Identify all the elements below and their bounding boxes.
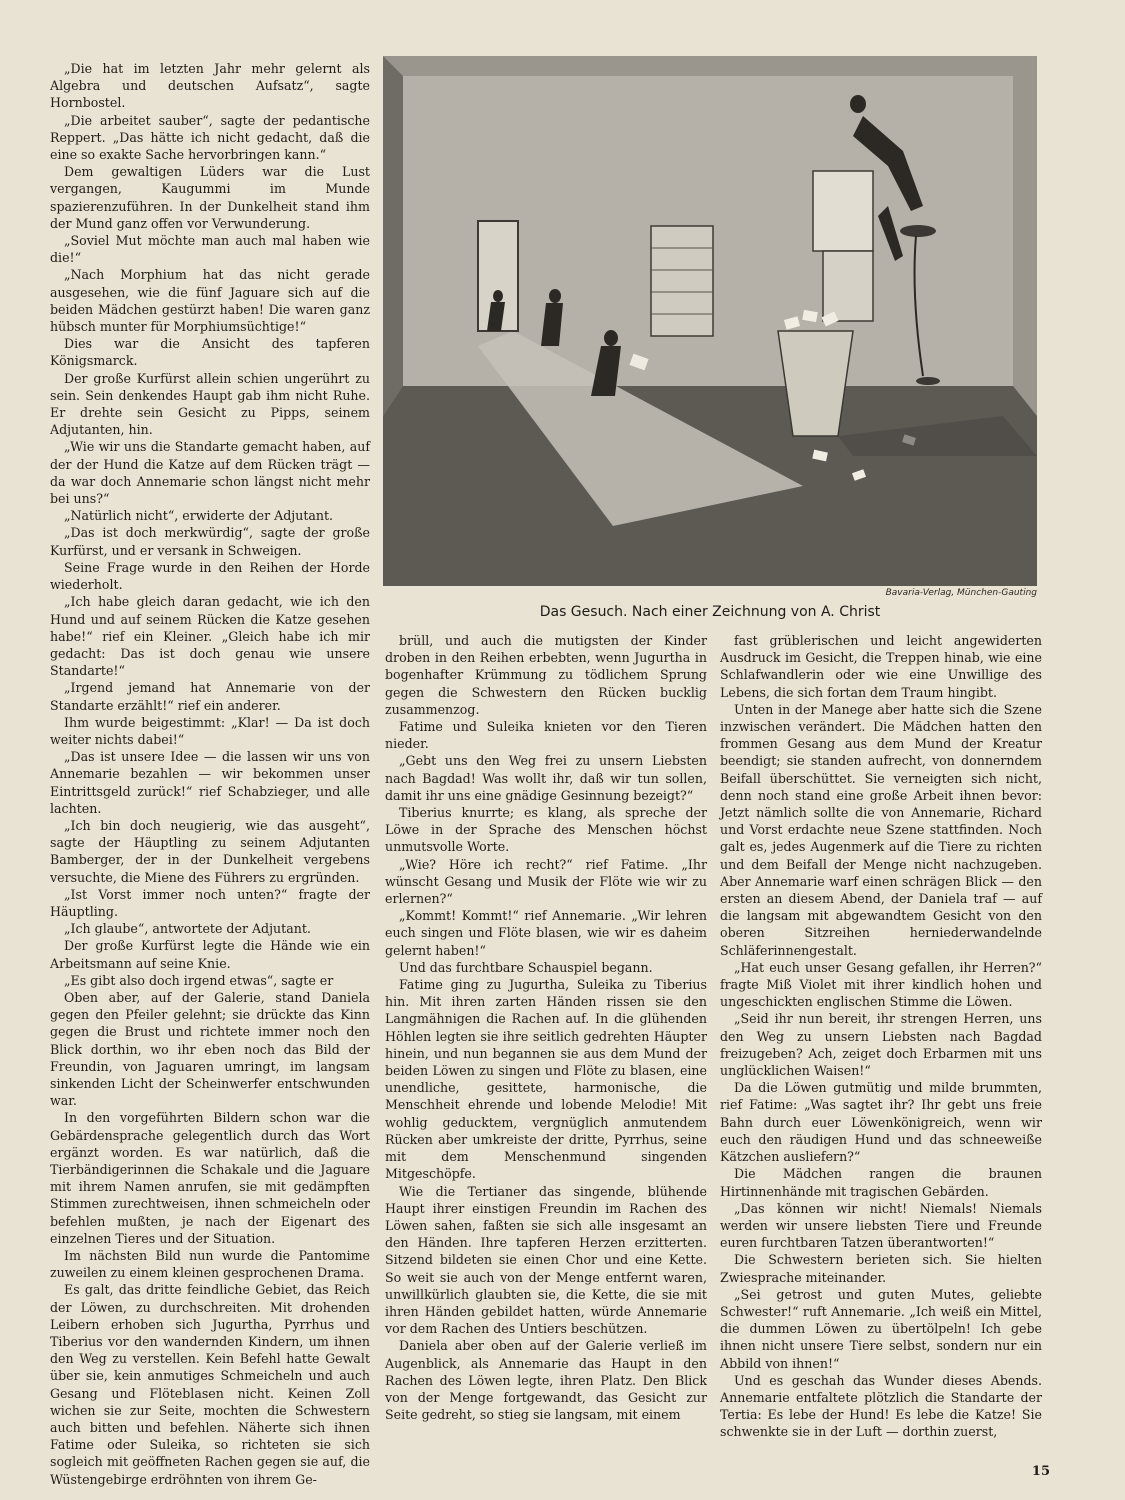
illustration-das-gesuch (383, 56, 1037, 586)
paragraph: „Ich glaube“, antwortete der Adjutant. (64, 921, 311, 937)
page-number: 15 (1031, 1464, 1050, 1479)
text-column-left (50, 60, 370, 1487)
paragraph: „Gebt uns den Weg frei zu unsern Liebsten nach Bagdad! Was wollt ihr, daß wir tun sollen, damit ihr uns eine gnädige Gesinnung bezeigt?“ (385, 753, 707, 803)
paragraph: Dies war die Ansicht des tapferen Königsmarck. (50, 336, 370, 369)
paragraph: „Hat euch unser Gesang gefallen, ihr Herren?“ fragte Miß Violet mit ihrer kindlich hohen und ungeschickten englischen Stimme die Löwen. (720, 959, 1042, 1010)
paragraph: Da die Löwen gutmütig und milde brummten, rief Fatime: „Was sagtet ihr? Ihr gebt uns freie Bahn durch euer Löwenkönigreich, wenn wir euch den räudigen Hund und das schneeweiße Kätzchen ausliefern?“ (720, 1080, 1042, 1165)
paragraph: „Das ist unsere Idee — die lassen wir uns von Annemarie bezahlen — wir bekommen unser Eintrittsgeld zurück!“ rief Schabzieger, und alle lachten. (50, 749, 370, 816)
paragraph: „Das ist doch merkwürdig“, sagte der große Kurfürst, und er versank in Schweigen. (50, 525, 370, 558)
paragraph: „Kommt! Kommt!“ rief Annemarie. „Wir lehren euch singen und Flöte blasen, wie wir es daheim gelernt haben!“ (385, 908, 707, 958)
paragraph: In den vorgeführten Bildern schon war die Gebärdensprache gelegentlich durch das Wort ergänzt worden. Es war natürlich, daß die Tierbändigerinnen die Schakale und die Jaguare mit ihrem Namen anrufen, sie mit gedämpften Stimmen zurechtweisen, ihnen schmeicheln oder befehlen mußten, je nach der Eigenart des einzelnen Tieres und der Situation. (50, 1110, 370, 1246)
paragraph: Die Mädchen rangen die braunen Hirtinnenhände mit tragischen Gebärden. (720, 1166, 1042, 1199)
paragraph: „Natürlich nicht“, erwiderte der Adjutant. (64, 508, 334, 524)
paragraph: „Ich bin doch neugierig, wie das ausgeht“, sagte der Häuptling zu seinem Adjutanten Bamberger, der in der Dunkelheit vergebens versuchte, die Miene des Führers zu ergründen. (50, 817, 370, 885)
text-column-right (720, 632, 1042, 1450)
paragraph: Der große Kurfürst allein schien ungerührt zu sein. Sein denkendes Haupt gab ihm nicht Ruhe. Er drehte sein Gesicht zu Pipps, seinem Adjutanten, hin. (50, 370, 370, 438)
paragraph: Es galt, das dritte feindliche Gebiet, das Reich der Löwen, zu durchschreiten. Mit drohenden Leibern erhoben sich Jugurtha, Pyrrhus und Tiberius vor den wandernden Kindern, um ihnen den Weg zu verstellen. Kein Befehl hatte Gewalt über sie, kein anmutiges Schmeicheln und auch Gesang und Flöteblasen nicht. Keinen Zoll wichen sie zur Seite, mochten die Schwestern auch bitten und befehlen. Näherte sich ihnen Fatime oder Suleika, so richteten sie sich sogleich mit geöffneten Rachen gegen sie auf, die Wüstengebirge erdröhnten von ihrem Ge- (50, 1282, 370, 1487)
paragraph: Und es geschah das Wunder dieses Abends. Annemarie entfaltete plötzlich die Standarte der Tertia: Es lebe der Hund! Es lebe die Katze! Sie schwenkte sie in der Luft — dorthin zuerst, (720, 1372, 1042, 1440)
paragraph: „Es gibt also doch irgend etwas“, sagte er (64, 972, 334, 988)
paragraph: „Nach Morphium hat das nicht gerade ausgesehen, wie die fünf Jaguare sich auf die beiden Mädchen gestürzt haben! Die waren ganz hübsch munter für Morphiumsüchtige!“ (50, 267, 370, 335)
paragraph: Wie die Tertianer das singende, blühende Haupt ihrer einstigen Freundin im Rachen des Löwen sahen, faßten sie sich alle insgesamt an den Händen. Ihre tapferen Herzen erzitterten. Sitzend bildeten sie einen Chor und eine Kette. So weit sie auch von der Menge entfernt waren, unwillkürlich glaubten sie, die Kette, die sie mit ihren Händen gebildet hatten, würde Annemarie vor dem Rachen des Untiers beschützen. (385, 1183, 707, 1337)
drawing-office-scene (383, 56, 1037, 586)
text-column-middle (385, 632, 707, 1450)
paragraph: Daniela aber oben auf der Galerie verließ im Augenblick, als Annemarie das Haupt in den Rachen des Löwen legte, ihren Platz. Den Blick von der Menge fortgewandt, das Gesicht zur Seite gedreht, so stieg sie langsam, mit einem (385, 1338, 707, 1423)
paragraph: Fatime und Suleika knieten vor den Tieren nieder. (385, 719, 707, 752)
paragraph: „Ich habe gleich daran gedacht, wie ich den Hund und auf seinem Rücken die Katze gesehen habe!“ rief ein Kleiner. „Gleich habe ich mir gedacht: Das ist doch genau wie unsere Standarte!“ (50, 594, 370, 679)
paragraph: Unten in der Manege aber hatte sich die Szene inzwischen verändert. Die Mädchen hatten den frommen Gesang aus dem Mund der Kreatur beendigt; sie standen aufrecht, von donnerndem Beifall überschüttet. Sie verneigten sich nicht, denn noch stand eine große Arbeit ihnen bevor: Jetzt nämlich sollte die von Annemarie, Richard und Vorst erdachte neue Szene stattfinden. Noch galt es, jedes Augenmerk auf die Tiere zu richten und dem Beifall der Menge nicht nachzugeben. Aber Annemarie warf einen schrägen Blick — den ersten an diesem Abend, der Daniela traf — auf die langsam mit abgewandtem Gesicht von den oberen Sitzreihen herniederwandelnde Schläferinnengestalt. (720, 701, 1042, 958)
illustration-caption: Das Gesuch. Nach einer Zeichnung von A. Christ (539, 604, 881, 620)
paragraph: „Soviel Mut möchte man auch mal haben wie die!“ (50, 233, 370, 266)
paragraph: „Irgend jemand hat Annemarie von der Standarte erzählt!“ rief ein anderer. (50, 680, 370, 713)
paragraph: Ihm wurde beigestimmt: „Klar! — Da ist doch weiter nichts dabei!“ (50, 714, 370, 747)
paragraph: fast grüblerischen und leicht angewiderten Ausdruck im Gesicht, die Treppen hinab, wie eine Schlafwandlerin oder wie eine Unwillige des Lebens, die sich fortan dem Traum hingibt. (720, 633, 1042, 700)
paragraph: „Sei getrost und guten Mutes, geliebte Schwester!“ ruft Annemarie. „Ich weiß ein Mittel, die dummen Löwen zu übertölpeln! Ich gebe ihnen nicht unsere Tiere selbst, sondern nur ein Abbild von ihnen!“ (720, 1286, 1042, 1371)
paragraph: „Wie? Höre ich recht?“ rief Fatime. „Ihr wünscht Gesang und Musik der Flöte wie wir zu erlernen?“ (385, 856, 707, 907)
paragraph: „Ist Vorst immer noch unten?“ fragte der Häuptling. (50, 886, 370, 919)
paragraph: „Wie wir uns die Standarte gemacht haben, auf der der Hund die Katze auf dem Rücken trägt — da war doch Annemarie schon längst nicht mehr bei uns?“ (50, 439, 370, 507)
paragraph: Im nächsten Bild nun wurde die Pantomime zuweilen zu einem kleinen gesprochenen Drama. (50, 1248, 370, 1281)
paragraph: „Das können wir nicht! Niemals! Niemals werden wir unsere liebsten Tiere und Freunde euren furchtbaren Tatzen überantworten!“ (720, 1200, 1042, 1251)
paragraph: Dem gewaltigen Lüders war die Lust vergangen, Kaugummi im Munde spazierenzuführen. In der Dunkelheit stand ihm der Mund ganz offen vor Verwunderung. (50, 164, 370, 231)
paragraph: „Seid ihr nun bereit, ihr strengen Herren, uns den Weg zu unsern Liebsten nach Bagdad freizugeben? Ach, zeiget doch Erbarmen mit uns unglücklichen Waisen!“ (720, 1011, 1042, 1079)
paragraph: Der große Kurfürst legte die Hände wie ein Arbeitsmann auf seine Knie. (50, 938, 370, 971)
paragraph: brüll, und auch die mutigsten der Kinder droben in den Reihen erbebten, wenn Jugurtha in bogenhafter Krümmung zu tödlichem Sprung gegen die Schwestern den Rücken bucklig zusammenzog. (385, 633, 707, 717)
illustration-credit: Bavaria-Verlag, München-Gauting (885, 588, 1037, 598)
paragraph: Die Schwestern berieten sich. Sie hielten Zwiesprache miteinander. (720, 1252, 1042, 1285)
paragraph: Fatime ging zu Jugurtha, Suleika zu Tiberius hin. Mit ihren zarten Händen rissen sie den Langmähnigen die Rachen auf. In die glühenden Höhlen legten sie ihre seitlich gedrehten Häupter hinein, und nun begannen sie aus dem Mund der beiden Löwen zu singen und Flöte zu blasen, eine unendliche, gesittete, harmonische, die Menschheit ehrende und lobende Melodie! Mit wohlig geducktem, vergnüglich anmutendem Rücken aber umkreiste der dritte, Pyrrhus, seine mit dem Menschenmund singenden Mitgeschöpfe. (385, 977, 707, 1182)
paragraph: Oben aber, auf der Galerie, stand Daniela gegen den Pfeiler gelehnt; sie drückte das Kinn gegen die Brust und richtete immer noch den Blick dorthin, wo ihr eben noch das Bild der Freundin, von Jaguaren umringt, im langsam sinkenden Licht der Scheinwerfer entschwunden war. (50, 989, 370, 1109)
paragraph: Und das furchtbare Schauspiel begann. (399, 959, 653, 975)
paragraph: Seine Frage wurde in den Reihen der Horde wiederholt. (50, 559, 370, 593)
paragraph: „Die arbeitet sauber“, sagte der pedantische Reppert. „Das hätte ich nicht gedacht, daß die eine so exakte Sache hervorbringen kann.“ (50, 112, 370, 163)
paragraph: „Die hat im letzten Jahr mehr gelernt als Algebra und deutschen Aufsatz“, sagte Hornbostel. (50, 61, 370, 111)
paragraph: Tiberius knurrte; es klang, als spreche der Löwe in der Sprache des Menschen höchst unmutsvolle Worte. (385, 805, 707, 855)
